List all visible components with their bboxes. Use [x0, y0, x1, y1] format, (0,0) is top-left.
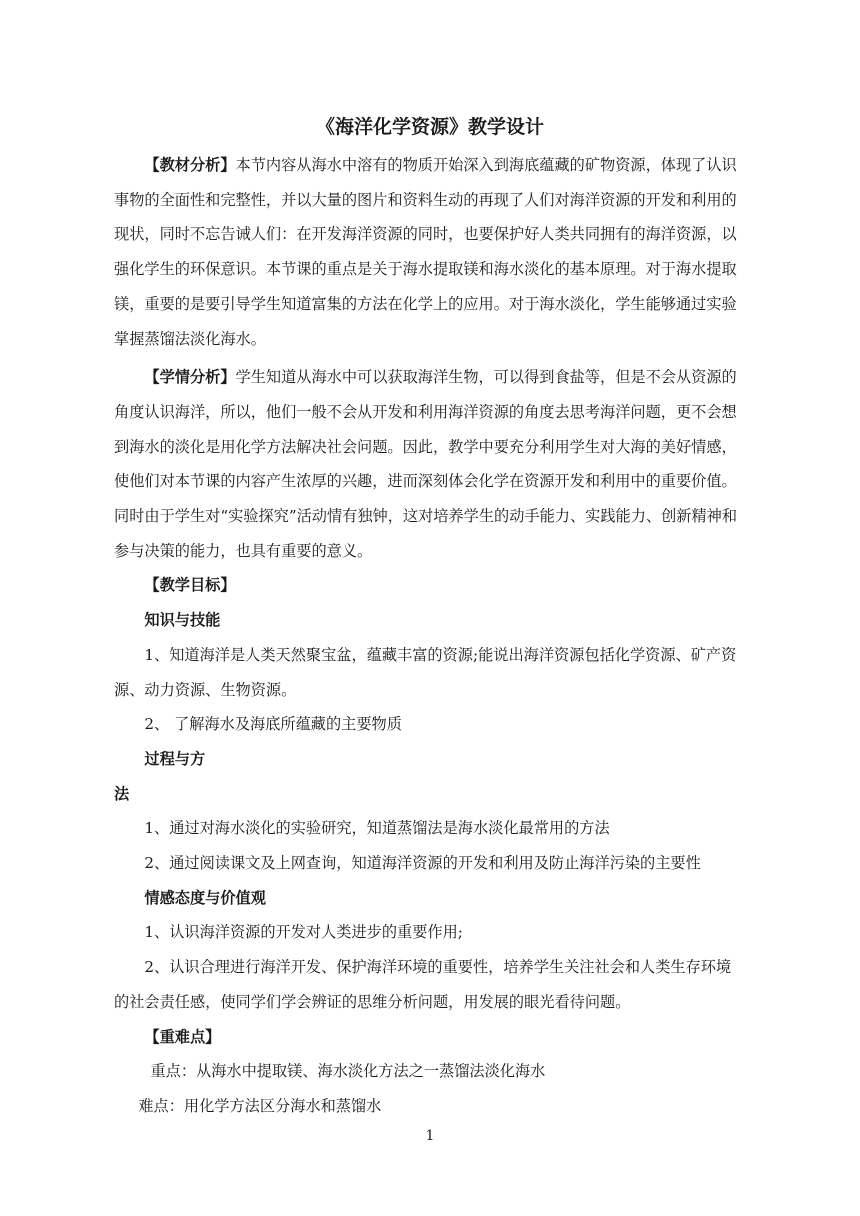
document-body	[114, 148, 746, 1124]
key-point-text: 重点：从海水中提取镁、海水淡化方法之一蒸馏法淡化海水	[150, 1062, 546, 1081]
student-analysis-label: 【学情分析】	[144, 368, 236, 387]
emotion-item-1: 1、认识海洋资源的开发对人类进步的重要作用;	[144, 923, 463, 942]
process-methods-heading-line1: 过程与方	[144, 749, 206, 768]
material-analysis-text: 本节内容从海水中溶有的物质开始深入到海底蕴藏的矿物资源，体现了认识事物的全面性和完整性，并以大量的图片和资料生动的再现了人们对海洋资源的开发和利用的现状，同时不忘告诫人们：在开发海洋资源的同时，也要保护好人类共同拥有的海洋资源，以强化学生的环保意识。本节课的重点是关于海水提取镁和海水淡化的基本原理。对于海水提取镁，重要的是要引导学生知道富集的方法在化学上的应用。对于海水淡化，学生能够通过实验掌握蒸馏法淡化海水。	[114, 156, 737, 348]
difficult-point-text: 难点：用化学方法区分海水和蒸馏水	[138, 1096, 382, 1115]
material-analysis-label: 【教材分析】	[144, 156, 236, 174]
process-methods-heading-line2: 法	[114, 784, 130, 803]
material-analysis-paragraph	[114, 148, 746, 356]
knowledge-item-1: 1、知道海洋是人类天然聚宝盆，蕴藏丰富的资源;能说出海洋资源包括化学资源、矿产资源、动力资源、生物资源。	[114, 645, 737, 699]
document-title: 《海洋化学资源》教学设计	[315, 116, 544, 138]
student-analysis-text: 学生知道从海水中可以获取海洋生物，可以得到食盐等，但是不会从资源的角度认识海洋，所以，他们一般不会从开发和利用海洋资源的角度去思考海洋问题，更不会想到海水的淡化是用化学方法解决社会问题。因此，教学中要充分利用学生对大海的美好情感，使他们对本节课的内容产生浓厚的兴趣，进而深刻体会化学在资源开发和利用中的重要价值。同时由于学生对“实验探究”活动情有独钟，这对培养学生的动手能力、实践能力、创新精神和参与决策的能力，也具有重要的意义。	[114, 368, 738, 560]
objectives-heading: 【教学目标】	[144, 576, 236, 595]
process-item-1: 1、通过对海水淡化的实验研究，知道蒸馏法是海水淡化最常用的方法	[144, 819, 610, 838]
emotion-item-2: 2、认识合理进行海洋开发、保护海洋环境的重要性，培养学生关注社会和人类生存环境的社会责任感，使同学们学会辨证的思维分析问题，用发展的眼光看待问题。	[114, 958, 732, 1011]
knowledge-item-2: 2、 了解海水及海底所蕴藏的主要物质	[144, 715, 402, 734]
key-points-heading: 【重难点】	[144, 1027, 221, 1046]
process-item-2: 2、通过阅读课文及上网查询，知道海洋资源的开发和利用及防止海洋污染的主要性	[144, 854, 701, 873]
knowledge-skills-heading: 知识与技能	[144, 611, 221, 630]
page-number: 1	[425, 1128, 435, 1144]
emotion-values-heading: 情感态度与价值观	[144, 888, 266, 907]
student-analysis-paragraph	[114, 360, 746, 568]
